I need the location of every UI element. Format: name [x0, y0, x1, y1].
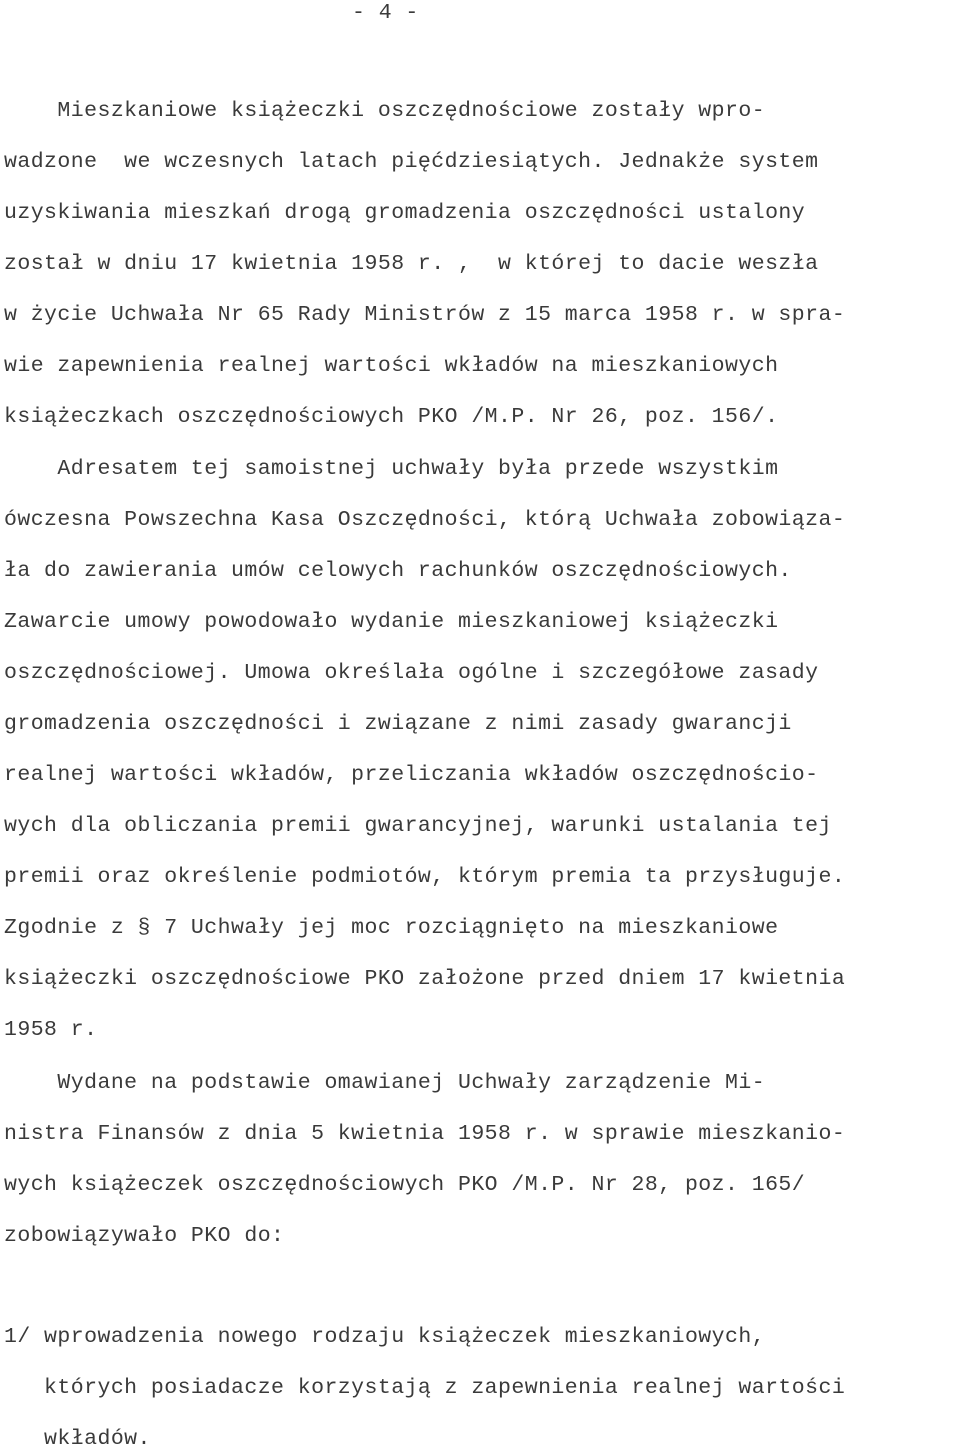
paragraph-1-line: książeczkach oszczędnościowych PKO /M.P. Nr 26, poz. 156/.: [4, 405, 779, 429]
paragraph-3-line: nistra Finansów z dnia 5 kwietnia 1958 r. w sprawie mieszkanio-: [4, 1122, 846, 1146]
list-item-line: 1/ wprowadzenia nowego rodzaju książeczek mieszkaniowych,: [4, 1325, 766, 1349]
paragraph-1-line: w życie Uchwała Nr 65 Rady Ministrów z 15 marca 1958 r. w spra-: [4, 303, 846, 327]
paragraph-3-line: zobowiązywało PKO do:: [4, 1224, 285, 1248]
paragraph-1-line: został w dniu 17 kwietnia 1958 r. , w której to dacie weszła: [4, 252, 819, 276]
list-item-line: wkładów.: [4, 1427, 151, 1451]
paragraph-2-line: Adresatem tej samoistnej uchwały była przede wszystkim: [4, 457, 779, 481]
paragraph-3-line: wych książeczek oszczędnościowych PKO /M.P. Nr 28, poz. 165/: [4, 1173, 806, 1197]
list-item-line: których posiadacze korzystają z zapewnienia realnej wartości: [4, 1376, 846, 1400]
paragraph-1-line: uzyskiwania mieszkań drogą gromadzenia oszczędności ustalony: [4, 201, 806, 225]
paragraph-2-line: ówczesna Powszechna Kasa Oszczędności, którą Uchwała zobowiąza-: [4, 508, 846, 532]
paragraph-2-line: realnej wartości wkładów, przeliczania wkładów oszczędnościo-: [4, 763, 819, 787]
paragraph-2-line: wych dla obliczania premii gwarancyjnej, warunki ustalania tej: [4, 814, 832, 838]
paragraph-2-line: książeczki oszczędnościowe PKO założone przed dniem 17 kwietnia: [4, 967, 846, 991]
paragraph-1-line: wadzone we wczesnych latach pięćdziesiątych. Jednakże system: [4, 150, 819, 174]
paragraph-1-line: wie zapewnienia realnej wartości wkładów na mieszkaniowych: [4, 354, 779, 378]
paragraph-2-line: premii oraz określenie podmiotów, którym premia ta przysługuje.: [4, 865, 846, 889]
page-number: - 4 -: [352, 1, 419, 25]
paragraph-2-line: oszczędnościowej. Umowa określała ogólne i szczegółowe zasady: [4, 661, 819, 685]
paragraph-2-line: Zawarcie umowy powodowało wydanie mieszkaniowej książeczki: [4, 610, 779, 634]
paragraph-2-line: Zgodnie z § 7 Uchwały jej moc rozciągnięto na mieszkaniowe: [4, 916, 779, 940]
paragraph-3-line: Wydane na podstawie omawianej Uchwały zarządzenie Mi-: [4, 1071, 766, 1095]
paragraph-2-line: 1958 r.: [4, 1018, 98, 1042]
paragraph-2-line: gromadzenia oszczędności i związane z nimi zasady gwarancji: [4, 712, 792, 736]
paragraph-2-line: ła do zawierania umów celowych rachunków oszczędnościowych.: [4, 559, 792, 583]
paragraph-1-line: Mieszkaniowe książeczki oszczędnościowe zostały wpro-: [4, 99, 766, 123]
